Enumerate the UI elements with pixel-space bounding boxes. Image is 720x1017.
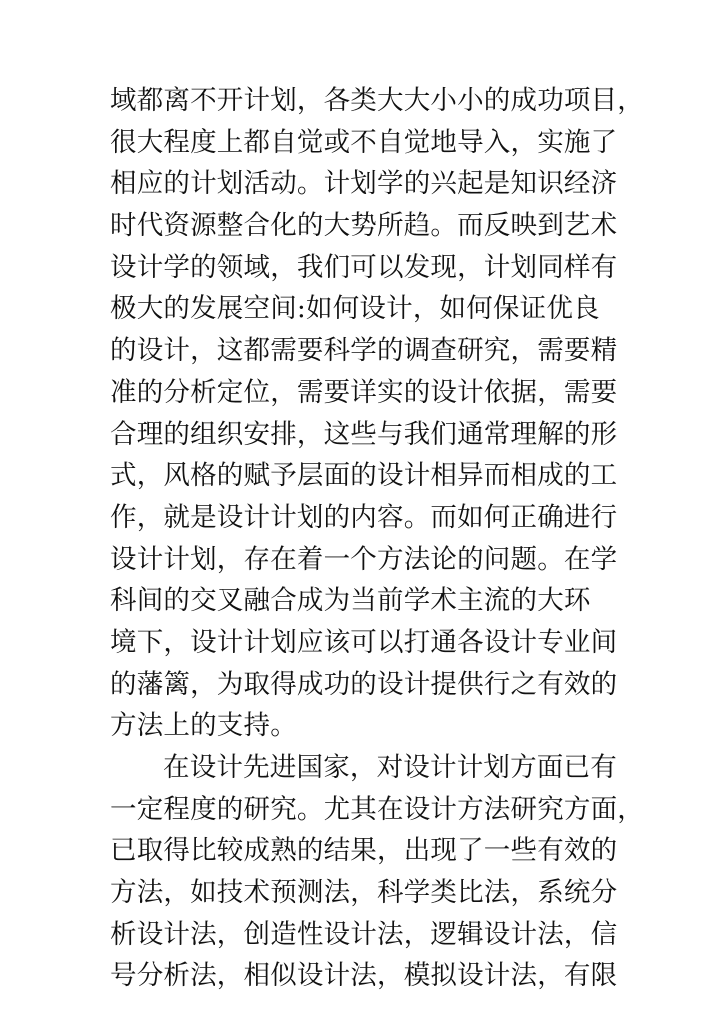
paragraph-1 [110, 80, 650, 747]
text-line: 作，就是设计计划的内容。而如何正确进行 [110, 501, 618, 533]
text-line: 式，风格的赋予层面的设计相异而相成的工 [110, 460, 618, 492]
body-text [110, 80, 650, 997]
text-line: 方法上的支持。 [110, 710, 297, 742]
text-line: 号分析法，相似设计法，模拟设计法，有限 [110, 960, 618, 992]
text-line: 相应的计划活动。计划学的兴起是知识经济 [110, 168, 618, 200]
text-line: 析设计法，创造性设计法，逻辑设计法，信 [110, 918, 618, 950]
text-line: 域都离不开计划，各类大大小小的成功项目， [110, 85, 644, 116]
text-line: 一定程度的研究。尤其在设计方法研究方面， [110, 793, 644, 825]
text-line: 很大程度上都自觉或不自觉地导入，实施了 [110, 126, 618, 158]
text-line: 合理的组织安排，这些与我们通常理解的形 [110, 418, 618, 450]
text-line: 境下，设计计划应该可以打通各设计专业间 [110, 626, 618, 658]
text-line: 准的分析定位，需要详实的设计依据，需要 [110, 376, 618, 408]
text-line: 方法，如技术预测法，科学类比法，系统分 [110, 877, 618, 909]
text-line: 设计计划，存在着一个方法论的问题。在学 [110, 543, 618, 575]
text-line: 的设计，这都需要科学的调查研究，需要精 [110, 335, 618, 367]
text-line: 在设计先进国家，对设计计划方面已有 [163, 752, 617, 783]
text-line: 极大的发展空间:如何设计，如何保证优良 [110, 293, 600, 325]
text-line: 的藩篱，为取得成功的设计提供行之有效的 [110, 668, 618, 700]
text-line: 已取得比较成熟的结果，出现了一些有效的 [110, 835, 618, 867]
text-line: 设计学的领域，我们可以发现，计划同样有 [110, 251, 618, 283]
text-line: 科间的交叉融合成为当前学术主流的大环 [110, 585, 591, 617]
paragraph-2 [110, 747, 650, 997]
text-line: 时代资源整合化的大势所趋。而反映到艺术 [110, 210, 618, 242]
